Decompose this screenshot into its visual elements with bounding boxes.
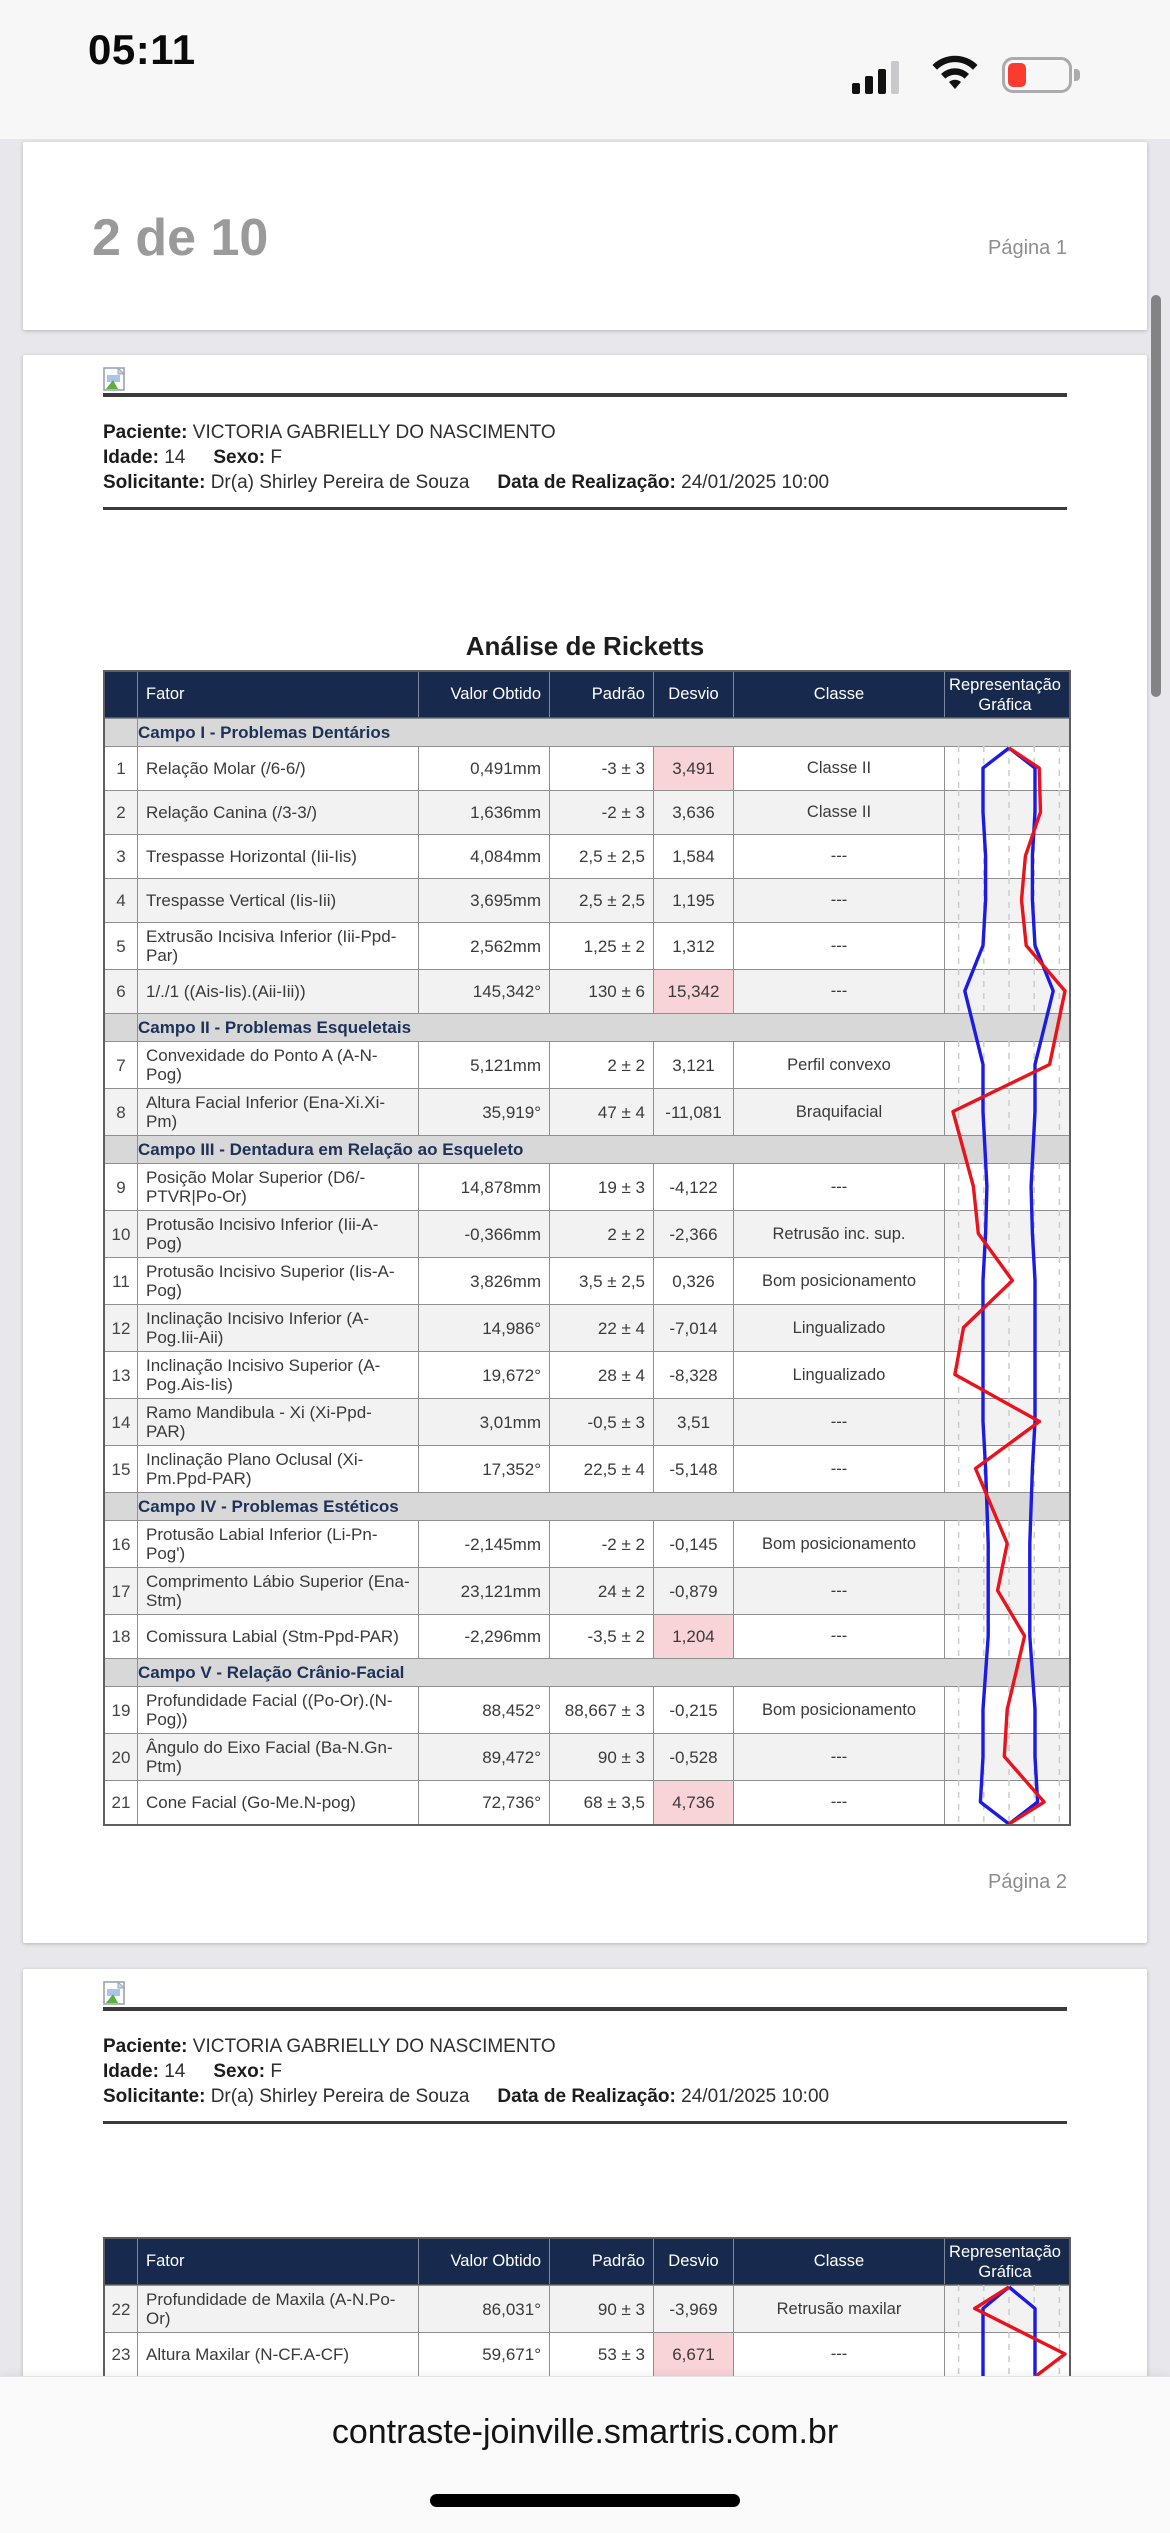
row-number-cell: 16	[105, 1521, 138, 1567]
valor-obtido-cell: 4,084mm	[419, 835, 550, 878]
graphic-cell	[945, 791, 1065, 834]
fator-cell: Inclinação Plano Oclusal (Xi-Pm.Ppd-PAR)	[138, 1446, 419, 1492]
graphic-cell	[945, 879, 1065, 922]
desvio-cell: 6,671	[654, 2333, 734, 2376]
graphic-cell	[945, 1089, 1065, 1135]
fator-cell: Ramo Mandibula - Xi (Xi-Ppd-PAR)	[138, 1399, 419, 1445]
row-number-cell: 22	[105, 2286, 138, 2332]
section-title: Campo IV - Problemas Estéticos	[138, 1496, 399, 1516]
table-row	[105, 1304, 1069, 1351]
classe-cell: Classe II	[734, 747, 945, 790]
header-cell: Fator	[138, 672, 419, 717]
valor-obtido-cell: 88,452°	[419, 1687, 550, 1733]
row-number-cell: 4	[105, 879, 138, 922]
section-header-row	[105, 1135, 1069, 1163]
classe-cell: Lingualizado	[734, 1352, 945, 1398]
graphic-cell	[945, 1399, 1065, 1445]
graphic-cell	[945, 1781, 1065, 1824]
page-number-footer-2: Página 2	[988, 1871, 1067, 1893]
table-row	[105, 790, 1069, 834]
fator-cell: Altura Facial Inferior (Ena-Xi.Xi-Pm)	[138, 1089, 419, 1135]
valor-obtido-cell: 35,919°	[419, 1089, 550, 1135]
row-number-cell: 7	[105, 1042, 138, 1088]
header-cell: Padrão	[550, 672, 654, 717]
header-rule	[103, 2007, 1067, 2011]
patient-name-line: Paciente: VICTORIA GABRIELLY DO NASCIMENTO	[103, 2036, 556, 2057]
graphic-cell	[945, 1615, 1065, 1658]
document-position-label: 2 de 10	[92, 209, 269, 267]
table-row	[105, 1088, 1069, 1135]
patient-requester-line	[103, 472, 1067, 494]
padrao-cell: 90 ± 3	[550, 1734, 654, 1780]
padrao-cell: 53 ± 3	[550, 2333, 654, 2376]
fator-cell: Trespasse Vertical (Iis-Iii)	[138, 879, 419, 922]
classe-cell: Classe II	[734, 791, 945, 834]
patient-age-sex-line: Idade: 14 Sexo: F	[103, 2061, 283, 2082]
row-number-cell: 3	[105, 835, 138, 878]
desvio-cell: -0,215	[654, 1687, 734, 1733]
row-number-cell: 20	[105, 1734, 138, 1780]
header-cell: Representação Gráfica	[949, 2242, 1061, 2281]
classe-cell: ---	[734, 1446, 945, 1492]
table-row	[105, 969, 1069, 1013]
valor-obtido-cell: 14,878mm	[419, 1164, 550, 1210]
row-number-cell: 13	[105, 1352, 138, 1398]
desvio-cell: 1,584	[654, 835, 734, 878]
desvio-cell: -3,969	[654, 2286, 734, 2332]
padrao-cell: -2 ± 3	[550, 791, 654, 834]
fator-cell: 1/./1 ((Ais-Iis).(Aii-Iii))	[138, 970, 419, 1013]
padrao-cell: 3,5 ± 2,5	[550, 1258, 654, 1304]
valor-obtido-cell: 72,736°	[419, 1781, 550, 1824]
desvio-cell: 0,326	[654, 1258, 734, 1304]
padrao-cell: 47 ± 4	[550, 1089, 654, 1135]
classe-cell: Perfil convexo	[734, 1042, 945, 1088]
desvio-cell: -0,145	[654, 1521, 734, 1567]
graphic-cell	[945, 1042, 1065, 1088]
fator-cell: Convexidade do Ponto A (A-N-Pog)	[138, 1042, 419, 1088]
battery-level-fill	[1008, 63, 1026, 87]
table-row	[105, 2285, 1069, 2332]
row-number-cell: 5	[105, 923, 138, 969]
fator-cell: Relação Canina (/3-3/)	[138, 791, 419, 834]
desvio-cell: 3,636	[654, 791, 734, 834]
broken-image-icon	[103, 367, 127, 391]
row-number-cell: 10	[105, 1211, 138, 1257]
valor-obtido-cell: 3,01mm	[419, 1399, 550, 1445]
fator-cell: Protusão Labial Inferior (Li-Pn-Pog')	[138, 1521, 419, 1567]
classe-cell: ---	[734, 2333, 945, 2376]
classe-cell: ---	[734, 1734, 945, 1780]
table-row	[105, 1733, 1069, 1780]
header-cell: Classe	[734, 672, 945, 717]
fator-cell: Extrusão Incisiva Inferior (Iii-Ppd-Par)	[138, 923, 419, 969]
patient-name-line	[103, 422, 1067, 444]
padrao-cell: -3,5 ± 2	[550, 1615, 654, 1658]
classe-cell: ---	[734, 1164, 945, 1210]
table-row	[105, 1210, 1069, 1257]
table-row	[105, 1351, 1069, 1398]
valor-obtido-cell: 0,491mm	[419, 747, 550, 790]
solicitante-value: Dr(a) Shirley Pereira de Souza	[210, 472, 470, 493]
desvio-cell: -5,148	[654, 1446, 734, 1492]
valor-obtido-cell: -2,296mm	[419, 1615, 550, 1658]
padrao-cell: -3 ± 3	[550, 747, 654, 790]
idade-value: 14	[164, 447, 186, 468]
pdf-page-2-card[interactable]	[23, 355, 1147, 1943]
header-cell	[105, 2239, 138, 2284]
row-number-cell: 6	[105, 970, 138, 1013]
fator-cell: Altura Maxilar (N-CF.A-CF)	[138, 2333, 419, 2376]
desvio-cell: 1,195	[654, 879, 734, 922]
fator-cell: Posição Molar Superior (D6/-PTVR|Po-Or)	[138, 1164, 419, 1210]
vertical-scrollbar[interactable]	[1151, 295, 1161, 697]
desvio-cell: -11,081	[654, 1089, 734, 1135]
graphic-cell	[945, 923, 1065, 969]
fator-cell: Comissura Labial (Stm-Ppd-PAR)	[138, 1615, 419, 1658]
row-number-cell: 8	[105, 1089, 138, 1135]
fator-cell: Comprimento Lábio Superior (Ena-Stm)	[138, 1568, 419, 1614]
section-title: Campo III - Dentadura em Relação ao Esqueleto	[138, 1139, 524, 1159]
desvio-cell: -0,528	[654, 1734, 734, 1780]
table-row	[105, 1041, 1069, 1088]
table-row	[105, 834, 1069, 878]
padrao-cell: -2 ± 2	[550, 1521, 654, 1567]
padrao-cell: 28 ± 4	[550, 1352, 654, 1398]
broken-image-icon	[103, 1981, 127, 2005]
row-number-cell: 19	[105, 1687, 138, 1733]
table-row	[105, 1257, 1069, 1304]
padrao-cell: 22,5 ± 4	[550, 1446, 654, 1492]
padrao-cell: 22 ± 4	[550, 1305, 654, 1351]
table-header-row	[105, 2239, 1069, 2285]
header-cell: Desvio	[654, 2239, 734, 2284]
desvio-cell: 3,51	[654, 1399, 734, 1445]
status-time: 05:11	[88, 26, 196, 73]
battery-icon	[1002, 57, 1080, 93]
graphic-cell	[945, 1258, 1065, 1304]
section-num-cell	[105, 1659, 138, 1686]
classe-cell: Bom posicionamento	[734, 1521, 945, 1567]
padrao-cell: 68 ± 3,5	[550, 1781, 654, 1824]
header-cell: Classe	[734, 2239, 945, 2284]
classe-cell: Lingualizado	[734, 1305, 945, 1351]
classe-cell: ---	[734, 970, 945, 1013]
graphic-cell	[945, 1352, 1065, 1398]
padrao-cell: 2 ± 2	[550, 1042, 654, 1088]
valor-obtido-cell: 2,562mm	[419, 923, 550, 969]
valor-obtido-cell: 19,672°	[419, 1352, 550, 1398]
section-num-cell	[105, 1014, 138, 1041]
header-cell: Representação Gráfica	[949, 675, 1061, 714]
graphic-cell	[945, 1568, 1065, 1614]
header-cell: Padrão	[550, 2239, 654, 2284]
solicitante-label: Solicitante:	[103, 472, 206, 493]
graphic-cell	[945, 970, 1065, 1013]
section-header-row	[105, 1013, 1069, 1041]
row-number-cell: 21	[105, 1781, 138, 1824]
classe-cell: ---	[734, 1568, 945, 1614]
section-title: Campo II - Problemas Esqueletais	[138, 1017, 412, 1037]
valor-obtido-cell: 3,695mm	[419, 879, 550, 922]
desvio-cell: 3,491	[654, 747, 734, 790]
data-realizacao-label: Data de Realização:	[497, 472, 676, 493]
graphic-cell	[945, 1734, 1065, 1780]
padrao-cell: 90 ± 3	[550, 2286, 654, 2332]
sexo-value: F	[270, 447, 283, 468]
valor-obtido-cell: 59,671°	[419, 2333, 550, 2376]
fator-cell: Inclinação Incisivo Inferior (A-Pog.Iii-Aii)	[138, 1305, 419, 1351]
table-row	[105, 1520, 1069, 1567]
graphic-cell	[945, 1305, 1065, 1351]
row-number-cell: 9	[105, 1164, 138, 1210]
classe-cell: ---	[734, 923, 945, 969]
table-header-row	[105, 672, 1069, 718]
patient-age-sex-line	[103, 447, 1067, 469]
header-cell: Valor Obtido	[419, 2239, 550, 2284]
row-number-cell: 15	[105, 1446, 138, 1492]
graphic-cell	[945, 1521, 1065, 1567]
padrao-cell: 2,5 ± 2,5	[550, 879, 654, 922]
fator-cell: Profundidade Facial ((Po-Or).(N-Pog))	[138, 1687, 419, 1733]
url-text[interactable]: contraste-joinville.smartris.com.br	[331, 2413, 839, 2451]
desvio-cell: 1,204	[654, 1615, 734, 1658]
data-realizacao-value: 24/01/2025 10:00	[681, 472, 830, 493]
padrao-cell: -0,5 ± 3	[550, 1399, 654, 1445]
sexo-label: Sexo:	[213, 447, 266, 468]
graphic-cell	[945, 1446, 1065, 1492]
section-title: Campo I - Problemas Dentários	[138, 722, 391, 742]
valor-obtido-cell: 23,121mm	[419, 1568, 550, 1614]
pdf-page-1-card[interactable]	[23, 142, 1147, 330]
graphic-cell	[945, 747, 1065, 790]
section-num-cell	[105, 1493, 138, 1520]
classe-cell: ---	[734, 879, 945, 922]
idade-label: Idade:	[103, 447, 159, 468]
fator-cell: Cone Facial (Go-Me.N-pog)	[138, 1781, 419, 1824]
valor-obtido-cell: 86,031°	[419, 2286, 550, 2332]
analysis-title: Análise de Ricketts	[465, 631, 705, 661]
row-number-cell: 17	[105, 1568, 138, 1614]
section-num-cell	[105, 719, 138, 746]
patient-block-rule	[103, 507, 1067, 510]
header-cell	[105, 672, 138, 717]
padrao-cell: 88,667 ± 3	[550, 1687, 654, 1733]
section-title: Campo V - Relação Crânio-Facial	[138, 1662, 405, 1682]
desvio-cell: 1,312	[654, 923, 734, 969]
row-number-cell: 14	[105, 1399, 138, 1445]
classe-cell: ---	[734, 1781, 945, 1824]
cellular-signal-icon	[852, 60, 900, 94]
valor-obtido-cell: 5,121mm	[419, 1042, 550, 1088]
fator-cell: Ângulo do Eixo Facial (Ba-N.Gn-Ptm)	[138, 1734, 419, 1780]
graphic-cell	[945, 835, 1065, 878]
table-row	[105, 1567, 1069, 1614]
table-row	[105, 1445, 1069, 1492]
fator-cell: Trespasse Horizontal (Iii-Iis)	[138, 835, 419, 878]
classe-cell: ---	[734, 1399, 945, 1445]
fator-cell: Profundidade de Maxila (A-N.Po-Or)	[138, 2286, 419, 2332]
patient-requester-line: Solicitante: Dr(a) Shirley Pereira de Souza Data de Realização: 24/01/2025 10:00	[103, 2086, 830, 2107]
row-number-cell: 2	[105, 791, 138, 834]
desvio-cell: -7,014	[654, 1305, 734, 1351]
fator-cell: Protusão Incisivo Inferior (Iii-A-Pog)	[138, 1211, 419, 1257]
graphic-cell	[945, 1211, 1065, 1257]
valor-obtido-cell: 1,636mm	[419, 791, 550, 834]
valor-obtido-cell: 17,352°	[419, 1446, 550, 1492]
browser-url-bar[interactable]	[0, 2376, 1170, 2533]
section-header-row	[105, 1658, 1069, 1686]
header-cell: Fator	[138, 2239, 419, 2284]
table-row	[105, 1614, 1069, 1658]
table-row	[105, 746, 1069, 790]
desvio-cell: -8,328	[654, 1352, 734, 1398]
paciente-value: VICTORIA GABRIELLY DO NASCIMENTO	[192, 422, 556, 443]
home-indicator[interactable]	[430, 2494, 740, 2507]
graphic-cell	[945, 1164, 1065, 1210]
fator-cell: Relação Molar (/6-6/)	[138, 747, 419, 790]
fator-cell: Protusão Incisivo Superior (Iis-A-Pog)	[138, 1258, 419, 1304]
classe-cell: Braquifacial	[734, 1089, 945, 1135]
padrao-cell: 24 ± 2	[550, 1568, 654, 1614]
page-number-footer: Página 1	[988, 237, 1067, 259]
padrao-cell: 19 ± 3	[550, 1164, 654, 1210]
ricketts-table-page1	[103, 670, 1071, 1826]
valor-obtido-cell: 3,826mm	[419, 1258, 550, 1304]
table-row	[105, 1780, 1069, 1824]
patient-block-rule	[103, 2121, 1067, 2124]
table-row	[105, 1686, 1069, 1733]
desvio-cell: -2,366	[654, 1211, 734, 1257]
graphic-cell	[945, 2333, 1065, 2376]
valor-obtido-cell: -2,145mm	[419, 1521, 550, 1567]
row-number-cell: 12	[105, 1305, 138, 1351]
row-number-cell: 11	[105, 1258, 138, 1304]
classe-cell: Retrusão inc. sup.	[734, 1211, 945, 1257]
desvio-cell: 3,121	[654, 1042, 734, 1088]
padrao-cell: 130 ± 6	[550, 970, 654, 1013]
desvio-cell: -4,122	[654, 1164, 734, 1210]
padrao-cell: 2,5 ± 2,5	[550, 835, 654, 878]
desvio-cell: 4,736	[654, 1781, 734, 1824]
valor-obtido-cell: 89,472°	[419, 1734, 550, 1780]
row-number-cell: 1	[105, 747, 138, 790]
classe-cell: ---	[734, 1615, 945, 1658]
section-num-cell	[105, 1136, 138, 1163]
row-number-cell: 18	[105, 1615, 138, 1658]
table-row	[105, 878, 1069, 922]
table-row	[105, 1163, 1069, 1210]
paciente-label: Paciente:	[103, 422, 188, 443]
valor-obtido-cell: 14,986°	[419, 1305, 550, 1351]
table-row	[105, 922, 1069, 969]
valor-obtido-cell: -0,366mm	[419, 1211, 550, 1257]
wifi-icon	[928, 55, 982, 100]
classe-cell: ---	[734, 835, 945, 878]
valor-obtido-cell: 145,342°	[419, 970, 550, 1013]
fator-cell: Inclinação Incisivo Superior (A-Pog.Ais-Iis)	[138, 1352, 419, 1398]
header-cell: Desvio	[654, 672, 734, 717]
table-row	[105, 1398, 1069, 1445]
desvio-cell: 15,342	[654, 970, 734, 1013]
padrao-cell: 2 ± 2	[550, 1211, 654, 1257]
graphic-cell	[945, 2286, 1065, 2332]
table-row	[105, 2332, 1069, 2376]
row-number-cell: 23	[105, 2333, 138, 2376]
section-header-row	[105, 1492, 1069, 1520]
classe-cell: Retrusão maxilar	[734, 2286, 945, 2332]
section-header-row	[105, 718, 1069, 746]
classe-cell: Bom posicionamento	[734, 1258, 945, 1304]
desvio-cell: -0,879	[654, 1568, 734, 1614]
header-cell: Valor Obtido	[419, 672, 550, 717]
status-bar	[0, 0, 1170, 139]
header-rule	[103, 393, 1067, 397]
classe-cell: Bom posicionamento	[734, 1687, 945, 1733]
padrao-cell: 1,25 ± 2	[550, 923, 654, 969]
graphic-cell	[945, 1687, 1065, 1733]
